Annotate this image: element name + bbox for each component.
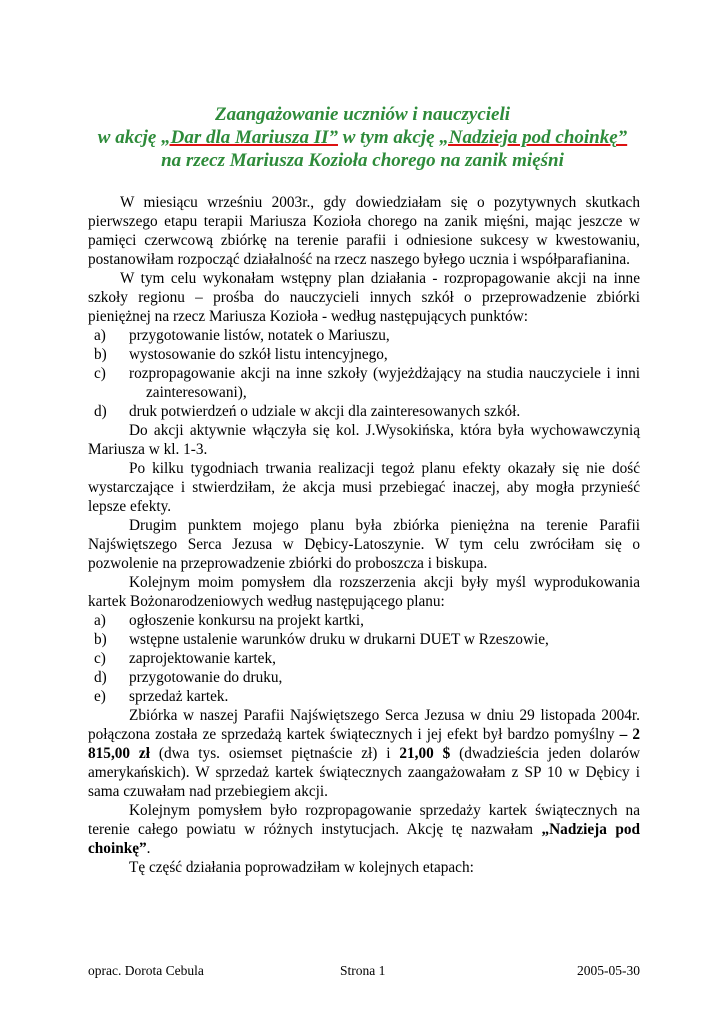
footer-author: oprac. Dorota Cebula xyxy=(88,963,204,978)
paragraph-8 xyxy=(88,801,640,858)
plan-list-1 xyxy=(88,326,640,421)
campaign-name: „Nadzieja pod choinkę” xyxy=(88,821,641,857)
list-item-label: c) xyxy=(94,650,106,667)
paragraph-5: Drugim punktem mojego planu była zbiórka pieniężna na terenie Parafii Najświętszego Serca Jezusa w Dębicy-Latoszynie. W tym celu zwróciłam się o pozwolenie na przeprowadzenie zbiórki do proboszcza i biskupa. xyxy=(88,517,640,572)
document-title xyxy=(60,103,665,172)
list-item-text: druk potwierdzeń o udziale w akcji dla zainteresowanych szkół. xyxy=(129,403,521,420)
list-item xyxy=(88,326,640,345)
list-item-text: zaprojektowanie kartek, xyxy=(129,650,276,667)
title-line-1: Zaangażowanie uczniów i nauczycieli xyxy=(214,104,511,125)
paragraph-8-text: Kolejnym pomysłem było rozpropagowanie sprzedaży kartek świątecznych na terenie całego powiatu w różnych instytucjach. Akcję tę nazwałam xyxy=(88,802,640,838)
list-item-label: b) xyxy=(94,346,107,363)
title-line-2-middle: w tym akcję xyxy=(337,127,440,148)
list-item-label: b) xyxy=(94,631,107,648)
list-item-label: d) xyxy=(94,669,107,686)
footer-page-number: Strona 1 xyxy=(340,963,386,978)
plan-list-2 xyxy=(88,611,640,706)
paragraph-2: W tym celu wykonałam wstępny plan działania - rozpropagowanie akcji na inne szkoły regionu – prośba do nauczycieli innych szkół o przeprowadzenie zbiórki pieniężnej na rzecz Mariusza Kozioła - według następujących punktów: xyxy=(88,270,640,325)
page-footer xyxy=(88,963,640,983)
list-item-text: przygotowanie do druku, xyxy=(129,669,283,686)
title-line-2-prefix: w akcję xyxy=(97,127,162,148)
list-item-label: a) xyxy=(94,612,106,629)
paragraph-1: W miesiącu wrześniu 2003r., gdy dowiedziałam się o pozytywnych skutkach pierwszego etapu terapii Mariusza Kozioła chorego na zanik mięśni, mając jeszcze w pamięci czerwcową zbiórkę na terenie parafii i odniesione sukcesy w kwestowaniu, postanowiłam rozpocząć działalność na rzecz naszego byłego ucznia i współparafianina. xyxy=(88,194,640,268)
paragraph-7-text-3: (dwadzieścia jeden dolarów amerykańskich). W sprzedaż kartek świątecznych zaangażowałam z SP 10 w Dębicy i sama czuwałam nad przebiegiem akcji. xyxy=(88,745,640,800)
list-item xyxy=(88,402,640,421)
list-item xyxy=(88,649,640,668)
list-item xyxy=(88,364,640,402)
list-item-text: wstępne ustalenie warunków druku w drukarni DUET w Rzeszowie, xyxy=(129,631,549,648)
footer-date: 2005-05-30 xyxy=(577,963,640,978)
paragraph-3: Do akcji aktywnie włączyła się kol. J.Wysokińska, która była wychowawczynią Mariusza w kl. 1-3. xyxy=(88,422,640,458)
title-line-3: na rzecz Mariusza Kozioła chorego na zanik mięśni xyxy=(161,150,564,171)
title-campaign-2: „Nadzieja pod choinkę” xyxy=(439,127,628,148)
amount-pln: – 2 815,00 zł xyxy=(88,726,640,762)
list-item-label: c) xyxy=(94,365,106,382)
amount-usd: 21,00 $ xyxy=(399,745,451,762)
document-body xyxy=(88,193,640,877)
paragraph-7 xyxy=(88,706,640,801)
paragraph-8-end: . xyxy=(146,840,151,857)
list-item-label: d) xyxy=(94,403,107,420)
paragraph-4: Po kilku tygodniach trwania realizacji tegoż planu efekty okazały się nie dość wystarczające i stwierdziłam, że akcja musi przebiegać inaczej, aby mogła przynieść lepsze efekty. xyxy=(88,460,640,515)
list-item-text: ogłoszenie konkursu na projekt kartki, xyxy=(129,612,364,629)
list-item xyxy=(88,611,640,630)
list-item xyxy=(88,687,640,706)
list-item-label: e) xyxy=(94,688,106,705)
paragraph-9: Tę część działania poprowadziłam w kolejnych etapach: xyxy=(129,859,474,876)
list-item xyxy=(88,345,640,364)
list-item-text: sprzedaż kartek. xyxy=(129,688,229,705)
paragraph-7-text-2: (dwa tys. osiemset piętnaście zł) i xyxy=(149,745,400,762)
list-item xyxy=(88,668,640,687)
paragraph-6: Kolejnym moim pomysłem dla rozszerzenia akcji były myśl wyprodukowania kartek Bożonarodzeniowych według następującego planu: xyxy=(88,574,640,610)
list-item-text: przygotowanie listów, notatek o Mariuszu, xyxy=(129,327,390,344)
title-campaign-1: „Dar dla Mariusza II” xyxy=(161,127,338,148)
list-item-text: rozpropagowanie akcji na inne szkoły (wyjeżdżający na studia nauczyciele i inni zainteresowani), xyxy=(129,365,640,401)
paragraph-7-text: Zbiórka w naszej Parafii Najświętszego Serca Jezusa w dniu 29 listopada 2004r. połączona została ze sprzedażą kartek świątecznych i jej efekt był bardzo pomyślny xyxy=(88,707,640,743)
list-item-label: a) xyxy=(94,327,106,344)
list-item xyxy=(88,630,640,649)
title-line-2 xyxy=(60,126,665,149)
list-item-text: wystosowanie do szkół listu intencyjnego, xyxy=(129,346,388,363)
